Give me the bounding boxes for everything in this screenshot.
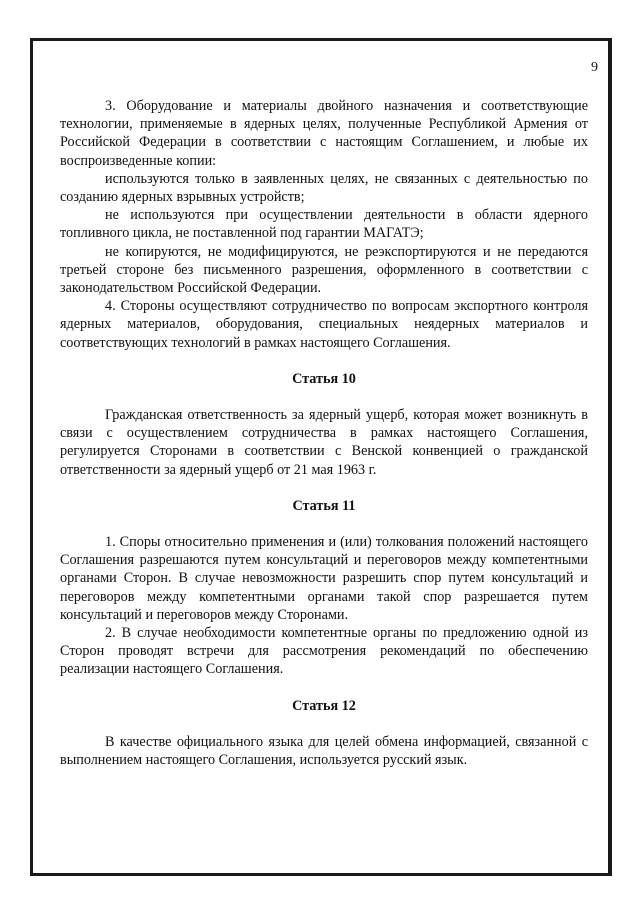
article-11-para-1: 1. Споры относительно применения и (или) толкования положений настоящего Соглашения разрешаются путем консультаций и переговоров между компетентными органами Сторон. В случае невозможности разрешить спор путем консультаций и переговоров между компетентными органами такой спор разрешается путем консультаций и переговоров между Сторонами. — [60, 534, 588, 623]
article-12-text: В качестве официального языка для целей обмена информацией, связанной с выполнением настоящего Соглашения, используется русский язык. — [60, 733, 588, 769]
section-3-item-c: не копируются, не модифицируются, не реэкспортируются и не передаются третьей стороне без письменного разрешения, оформленного в соответствии с законодательством Российской Федерации. — [60, 243, 588, 297]
section-3-intro: 3. Оборудование и материалы двойного назначения и соответствующие технологии, применяемые в ядерных целях, полученные Республикой Армения от Российской Федерации в соответствии с настоящим Соглашением, и любые их воспроизведенные копии: — [60, 98, 588, 169]
article-12-title: Статья 12 — [292, 697, 356, 714]
page-number: 9 — [591, 60, 598, 75]
article-11-title: Статья 11 — [292, 497, 356, 514]
document-body — [60, 97, 588, 769]
section-4: 4. Стороны осуществляют сотрудничество по вопросам экспортного контроля ядерных материалов, оборудования, специальных неядерных материалов и соответствующих технологий в рамках настоящего Соглашения. — [60, 298, 588, 351]
article-10-title: Статья 10 — [292, 370, 356, 387]
section-3-item-a: используются только в заявленных целях, не связанных с деятельностью по созданию ядерных взрывных устройств; — [60, 170, 588, 206]
article-10-text: Гражданская ответственность за ядерный ущерб, которая может возникнуть в связи с осуществлением сотрудничества в рамках настоящего Соглашения, регулируется Сторонами в соответствии с Венской конвенцией о гражданской ответственности за ядерный ущерб от 21 мая 1963 г. — [60, 407, 588, 478]
section-3-item-b: не используются при осуществлении деятельности в области ядерного топливного цикла, не поставленной под гарантии МАГАТЭ; — [60, 207, 588, 242]
article-11-para-2: 2. В случае необходимости компетентные органы по предложению одной из Сторон проводят встречи для рассмотрения рекомендаций по обеспечению реализации настоящего Соглашения. — [60, 625, 588, 678]
